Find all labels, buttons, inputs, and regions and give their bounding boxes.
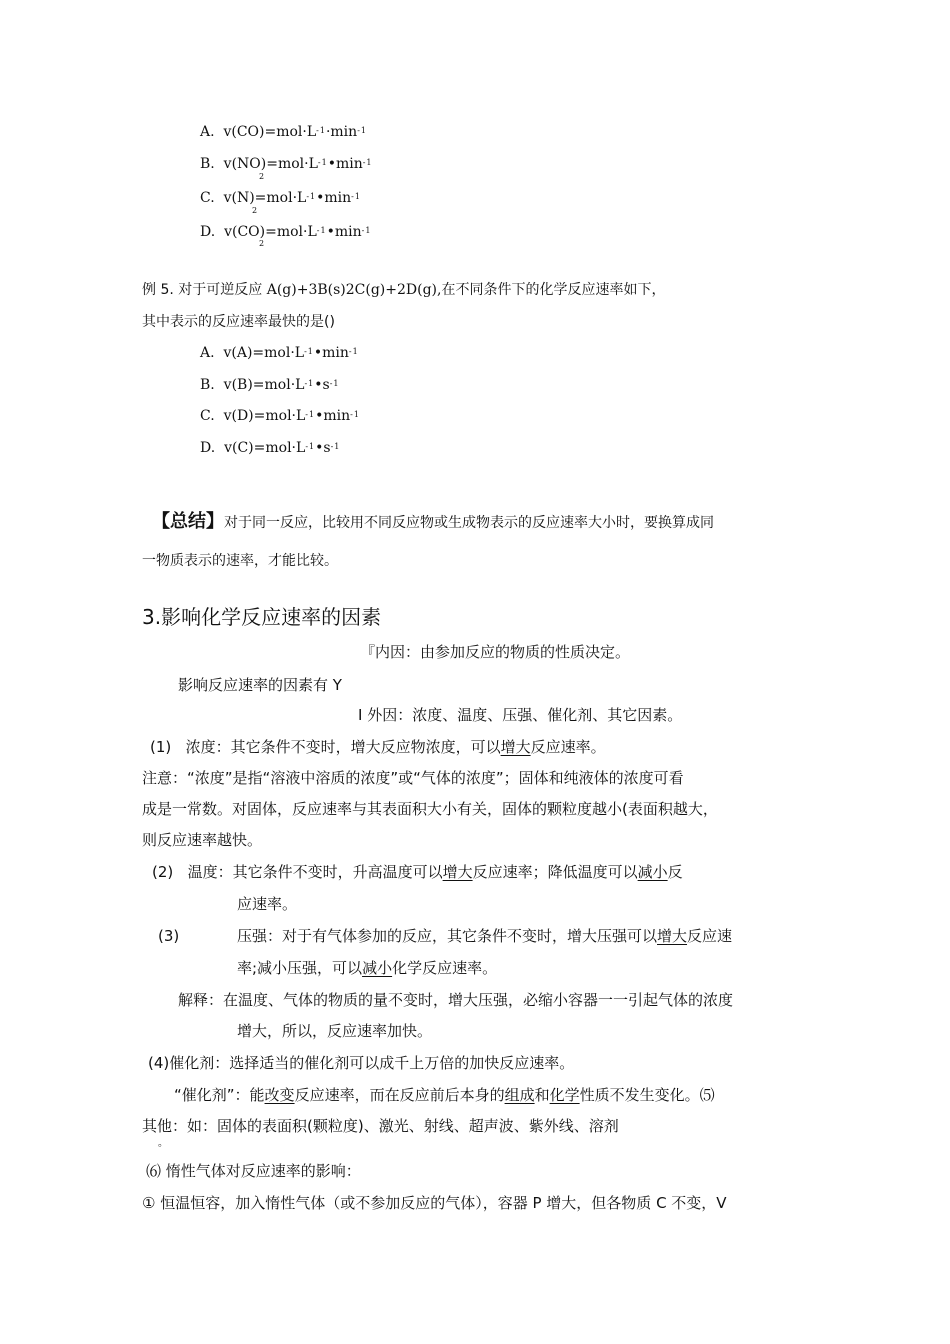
temperature-line2: 应速率。: [237, 895, 298, 913]
section-title: 3.影响化学反应速率的因素: [142, 605, 382, 629]
ex4-b-subscript: 2: [259, 172, 265, 181]
ex5-question-line2: 其中表示的反应速率最快的是(): [142, 314, 335, 330]
explain-line1: 解释：在温度、气体的物质的量不变时，增大压强，必缩小容器一一引起气体的浓度: [178, 991, 734, 1009]
ex4-option-a: A. $v(CO)=mol\cdot L^{-1}\cdot\min^{-1}$: [200, 124, 367, 140]
ex4-option-b: B. $v(NO)=mol\cdot L^{-1}•\min^{-1}$: [200, 156, 373, 172]
temperature-line1: (2) 温度：其它条件不变时，升高温度可以增大反应速率；降低温度可以减小反: [152, 863, 683, 881]
other-factors-mark: 。: [158, 1138, 168, 1149]
ex5-option-c: C. $v(D)=mol\cdot L^{-1}•\min^{-1}$: [200, 408, 360, 424]
summary-line2: 一物质表示的速率，才能比较。: [142, 553, 338, 569]
factors-label: 影响反应速率的因素有 Y: [178, 676, 342, 694]
inert-gas-heading: ⑹ 惰性气体对反应速率的影响：: [146, 1162, 361, 1180]
catalyst-definition: “催化剂”：能改变反应速率，而在反应前后本身的组成和化学性质不发生变化。⑸: [174, 1086, 715, 1104]
pressure-line2: 率;减小压强，可以减小化学反应速率。: [237, 959, 498, 977]
inert-gas-case1: ① 恒温恒容，加入惰性气体（或不参加反应的气体），容器 P 增大，但各物质 C 不变，V: [142, 1194, 727, 1212]
ex5-option-a: A. $v(A)=mol\cdot L^{-1}•\min^{-1}$: [200, 345, 359, 361]
concentration-line: (1) 浓度：其它条件不变时，增大反应物浓度，可以增大反应速率。: [150, 738, 606, 756]
summary-label: 【总结】: [152, 511, 224, 532]
catalyst-line: (4)催化剂：选择适当的催化剂可以成千上万倍的加快反应速率。: [148, 1054, 575, 1072]
explain-line2: 增大，所以，反应速率加快。: [237, 1022, 433, 1040]
summary-line1: 【总结】对于同一反应，比较用不同反应物或生成物表示的反应速率大小时，要换算成同: [152, 511, 714, 532]
internal-factor: 『内因：由参加反应的物质的性质决定。: [360, 643, 631, 661]
note-line1: 注意：“浓度”是指“溶液中溶质的浓度”或“气体的浓度”；固体和纯液体的浓度可看: [142, 769, 684, 787]
ex4-d-subscript: 2: [259, 239, 265, 248]
note-line3: 则反应速率越快。: [142, 831, 263, 849]
external-factor: I 外因：浓度、温度、压强、催化剂、其它因素。: [358, 706, 683, 724]
other-factors-line: 其他：如：固体的表面积(颗粒度)、激光、射线、超声波、紫外线、溶剂: [142, 1117, 619, 1135]
ex5-question-line1: 例 5. 对于可逆反应 A(g)+3B(s)2C(g)+2D(g),在不同条件下的化学反应速率如下，: [142, 282, 666, 298]
ex4-option-c: C. $v(N)=mol\cdot L^{-1}•\min^{-1}$: [200, 190, 361, 206]
ex4-option-d: D. $v(CO)=mol\cdot L^{-1}•\min^{-1}$: [200, 224, 372, 240]
ex5-option-d: D. $v(C)=mol\cdot L^{-1}•s^{-1}$: [200, 440, 341, 456]
ex4-c-subscript: 2: [252, 206, 258, 215]
note-line2: 成是一常数。对固体，反应速率与其表面积大小有关，固体的颗粒度越小(表面积越大，: [142, 800, 718, 818]
pressure-num: (3): [158, 927, 180, 945]
pressure-line1: 压强：对于有气体参加的反应，其它条件不变时，增大压强可以增大反应速: [237, 927, 733, 945]
ex5-option-b: B. $v(B)=mol\cdot L^{-1}•s^{-1}$: [200, 377, 340, 393]
